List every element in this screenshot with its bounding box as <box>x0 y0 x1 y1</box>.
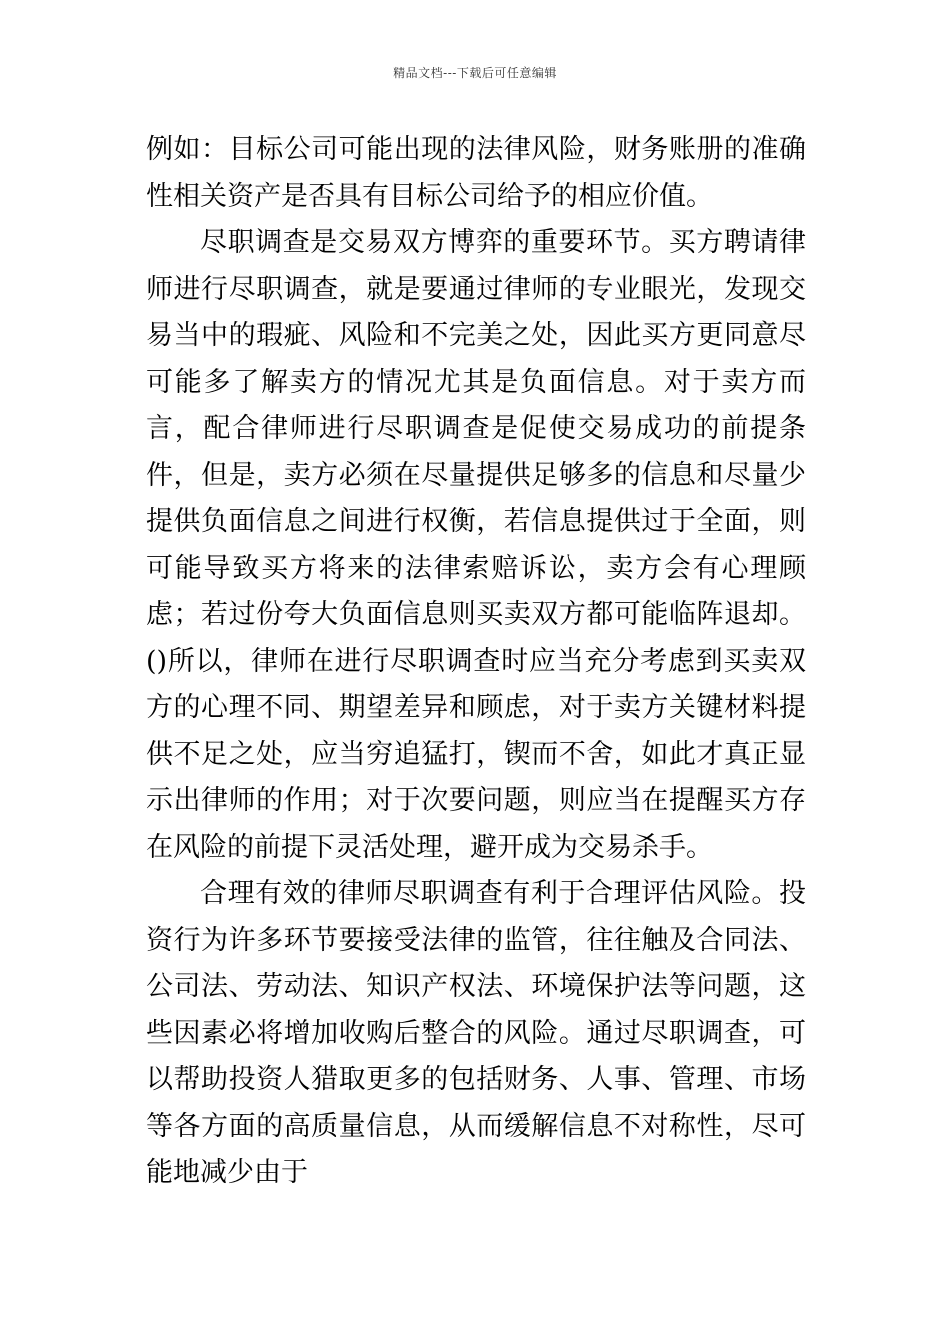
paragraph-2: 尽职调查是交易双方博弈的重要环节。买方聘请律师进行尽职调查，就是要通过律师的专业眼光，发现交易当中的瑕疵、风险和不完美之处，因此买方更同意尽可能多了解卖方的情况尤其是负面信息。对于卖方而言，配合律师进行尽职调查是促使交易成功的前提条件，但是，卖方必须在尽量提供足够多的信息和尽量少提供负面信息之间进行权衡，若信息提供过于全面，则可能导致买方将来的法律索赔诉讼，卖方会有心理顾虑；若过份夸大负面信息则买卖双方都可能临阵退却。()所以，律师在进行尽职调查时应当充分考虑到买卖双方的心理不同、期望差异和顾虑，对于卖方关键材料提供不足之处，应当穷追猛打，锲而不舍，如此才真正显示出律师的作用；对于次要问题，则应当在提醒买方存在风险的前提下灵活处理，避开成为交易杀手。 <box>146 227 806 863</box>
page-header: 精品文档---下载后可任意编辑 <box>393 66 557 80</box>
paragraph-3: 合理有效的律师尽职调查有利于合理评估风险。投资行为许多环节要接受法律的监管，往往触及合同法、公司法、劳动法、知识产权法、环境保护法等问题，这些因素必将增加收购后整合的风险。通过尽职调查，可以帮助投资人猎取更多的包括财务、人事、管理、市场等各方面的高质量信息，从而缓解信息不对称性，尽可能地减少由于 <box>146 878 806 1188</box>
paragraph-1: 例如：目标公司可能出现的法律风险，财务账册的准确性相关资产是否具有目标公司给予的相应价值。 <box>146 134 806 212</box>
document-body <box>146 127 806 1197</box>
